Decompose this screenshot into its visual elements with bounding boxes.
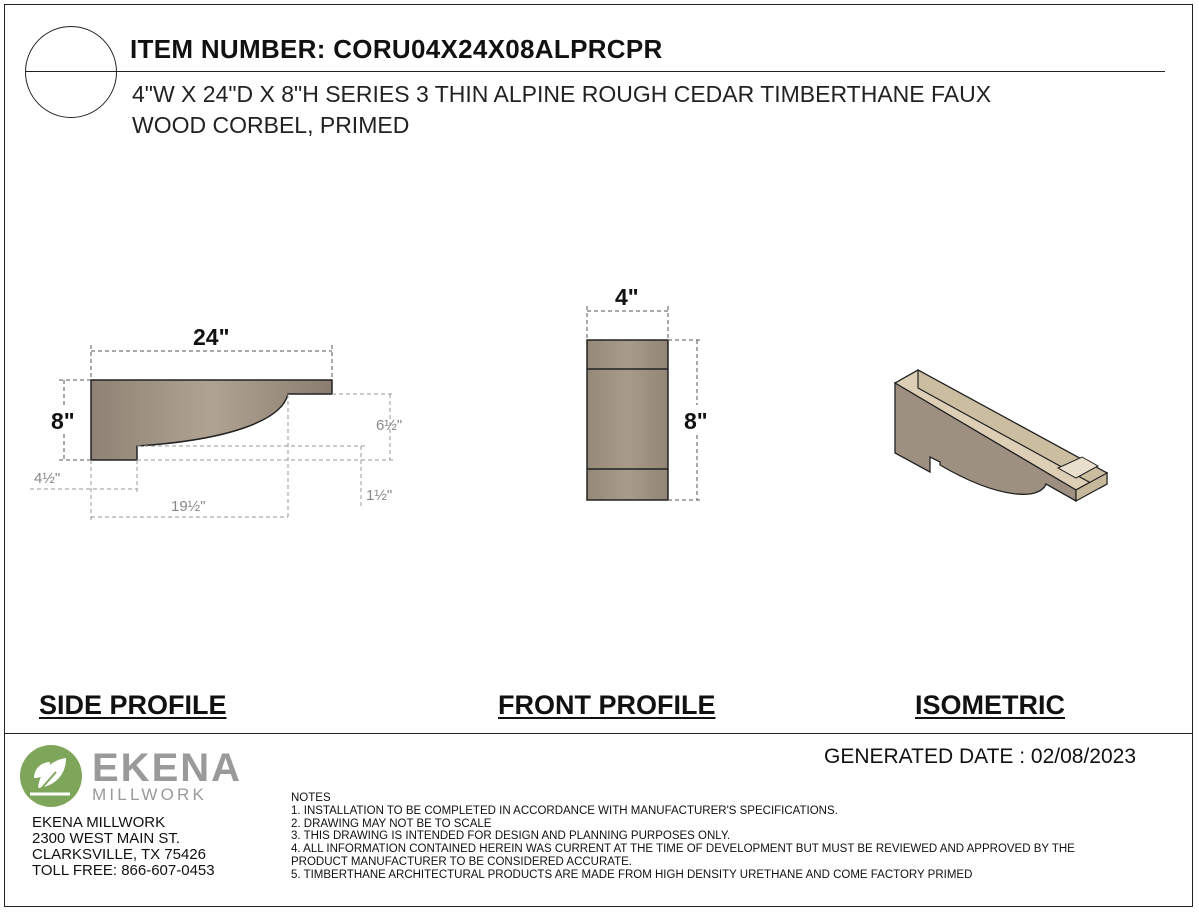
isometric-drawing [895, 370, 1107, 501]
company-address [32, 815, 215, 879]
footer-divider [4, 733, 1193, 734]
notes-line: 2. DRAWING MAY NOT BE TO SCALE [291, 817, 492, 830]
address-line: TOLL FREE: 866-607-0453 [32, 862, 215, 879]
side-dim-6-5: 6½" [376, 417, 403, 434]
notes-line: PRODUCT MANUFACTURER TO BE CONSIDERED ACCURATE. [291, 855, 632, 868]
side-height-label: 8" [51, 408, 75, 434]
isometric-title: ISOMETRIC [915, 690, 1066, 720]
generated-date: GENERATED DATE : 02/08/2023 [824, 745, 1137, 768]
notes-line: 3. THIS DRAWING IS INTENDED FOR DESIGN AND PLANNING PURPOSES ONLY. [291, 830, 731, 843]
item-number: ITEM NUMBER: CORU04X24X08ALPRCPR [130, 34, 663, 64]
notes-line: 1. INSTALLATION TO BE COMPLETED IN ACCORDANCE WITH MANUFACTURER'S SPECIFICATIONS. [291, 804, 838, 817]
front-profile-drawing [587, 306, 702, 500]
logo-subname: MILLWORK [92, 785, 208, 804]
notes-line: NOTES [291, 792, 331, 804]
side-dim-19-5: 19½" [171, 498, 206, 515]
side-profile-title: SIDE PROFILE [39, 690, 227, 720]
notes-block [291, 792, 1181, 882]
side-profile-drawing [30, 345, 394, 520]
address-line: 2300 WEST MAIN ST. [32, 830, 181, 847]
notes-line: 4. ALL INFORMATION CONTAINED HEREIN WAS CURRENT AT THE TIME OF DEVELOPMENT BUT MUST BE REVIEWED AND APPROVED BY THE [291, 843, 1075, 856]
front-height-label: 8" [684, 408, 708, 434]
address-line: EKENA MILLWORK [32, 814, 166, 831]
side-width-label: 24" [193, 324, 230, 350]
description-line-1: 4"W X 24"D X 8"H SERIES 3 THIN ALPINE ROUGH CEDAR TIMBERTHANE FAUX [132, 81, 992, 107]
front-profile-shape [587, 340, 668, 500]
ekena-logo-mark [20, 745, 82, 807]
logo-name: EKENA [92, 746, 243, 790]
front-profile-title: FRONT PROFILE [498, 690, 716, 720]
side-dim-1-5: 1½" [366, 487, 393, 504]
description-line-2: WOOD CORBEL, PRIMED [132, 112, 410, 138]
address-line: CLARKSVILLE, TX 75426 [32, 846, 206, 863]
side-dim-4-5: 4½" [34, 470, 61, 487]
front-width-label: 4" [615, 284, 639, 310]
notes-line: 5. TIMBERTHANE ARCHITECTURAL PRODUCTS ARE MADE FROM HIGH DENSITY URETHANE AND COME FACTORY PRIMED [291, 868, 973, 881]
side-profile-shape [91, 380, 332, 460]
